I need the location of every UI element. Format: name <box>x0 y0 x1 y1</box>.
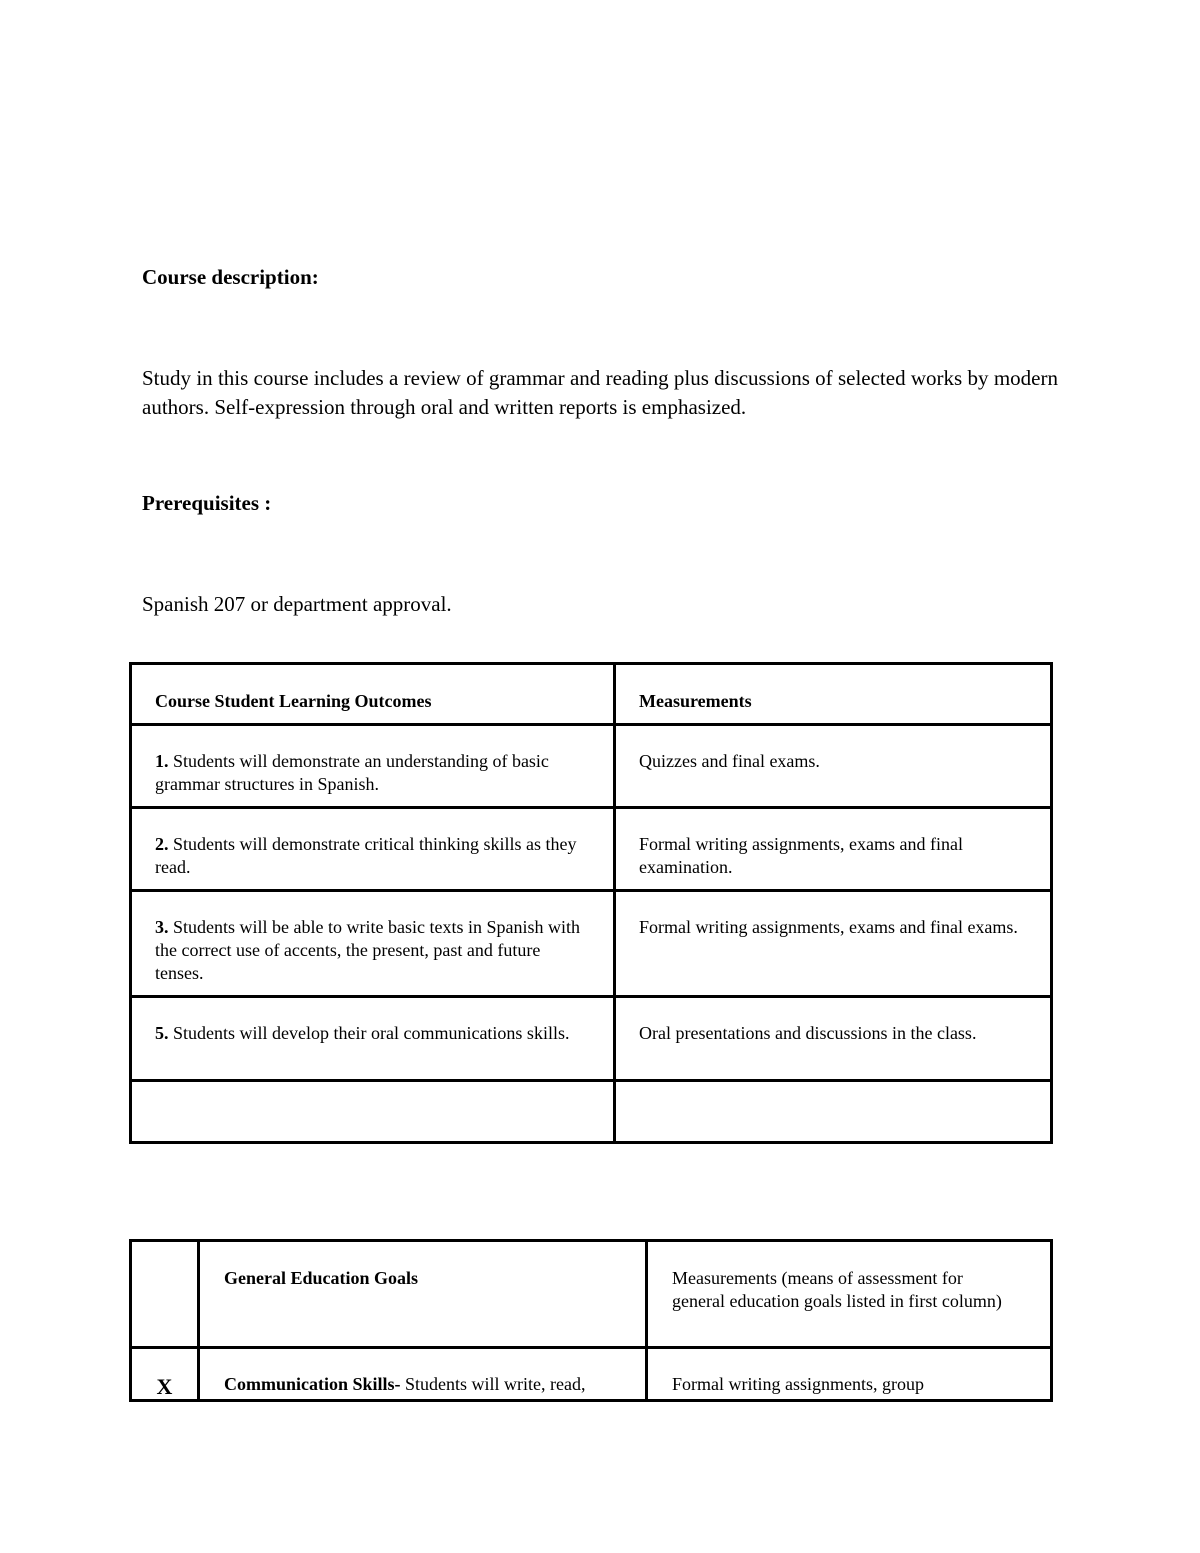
prerequisites-heading: Prerequisites : <box>142 491 272 515</box>
goal-title: Communication Skills- <box>224 1374 401 1394</box>
goal-measurement-text: Formal writing assignments, group <box>672 1374 924 1394</box>
table-row <box>131 891 1052 997</box>
outcome-text: Students will demonstrate an understanding of basic grammar structures in Spanish. <box>155 751 549 794</box>
outcome-text: Students will demonstrate critical thinking skills as they read. <box>155 834 577 877</box>
table-row <box>131 808 1052 891</box>
empty-cell <box>615 1081 1052 1143</box>
goals-table <box>129 1239 1053 1402</box>
checked-mark: X <box>156 1374 173 1399</box>
outcome-text: Students will develop their oral communications skills. <box>168 1023 570 1043</box>
outcomes-header-row <box>131 664 1052 725</box>
table-row <box>131 1348 1052 1401</box>
outcomes-header: Course Student Learning Outcomes <box>155 691 432 711</box>
outcome-cell <box>131 891 615 997</box>
goal-measurement-cell <box>647 1348 1052 1401</box>
outcome-number: 2. <box>155 834 169 854</box>
measurement-cell <box>615 725 1052 808</box>
outcome-cell <box>131 808 615 891</box>
goals-header: General Education Goals <box>224 1268 419 1288</box>
outcome-cell <box>131 997 615 1081</box>
goal-text: Students will write, read, <box>400 1374 586 1394</box>
table-row <box>131 997 1052 1081</box>
empty-row <box>131 1081 1052 1143</box>
outcome-number: 5. <box>155 1023 169 1043</box>
prerequisites-text: Spanish 207 or department approval. <box>142 592 452 616</box>
measurement-cell <box>615 997 1052 1081</box>
measurement-cell <box>615 891 1052 997</box>
outcomes-header-cell <box>131 664 615 725</box>
goals-measurements-header: Measurements (means of assessment for general education goals listed in first column) <box>672 1268 1002 1311</box>
goal-cell <box>199 1348 647 1401</box>
measurement-text: Formal writing assignments, exams and final exams. <box>639 917 1018 937</box>
measurement-text: Oral presentations and discussions in the class. <box>639 1023 977 1043</box>
goals-header-cell <box>199 1241 647 1348</box>
empty-cell <box>131 1081 615 1143</box>
table-row <box>131 725 1052 808</box>
outcome-number: 3. <box>155 917 169 937</box>
outcome-number: 1. <box>155 751 169 771</box>
measurements-header-cell <box>615 664 1052 725</box>
outcome-text: Students will be able to write basic texts in Spanish with the correct use of accents, the present, past and future tenses. <box>155 917 580 983</box>
outcomes-table <box>129 662 1053 1144</box>
mark-cell <box>131 1348 199 1401</box>
outcome-cell <box>131 725 615 808</box>
course-description-heading: Course description: <box>142 265 319 289</box>
goals-header-row <box>131 1241 1052 1348</box>
course-description-text: Study in this course includes a review of grammar and reading plus discussions of selected works by modern authors. Self-expression through oral and written reports is emphasized. <box>142 366 1058 419</box>
measurement-text: Formal writing assignments, exams and final examination. <box>639 834 963 877</box>
goals-measurements-header-cell <box>647 1241 1052 1348</box>
measurement-text: Quizzes and final exams. <box>639 751 820 771</box>
measurements-header: Measurements <box>639 691 752 711</box>
mark-header-cell <box>131 1241 199 1348</box>
measurement-cell <box>615 808 1052 891</box>
